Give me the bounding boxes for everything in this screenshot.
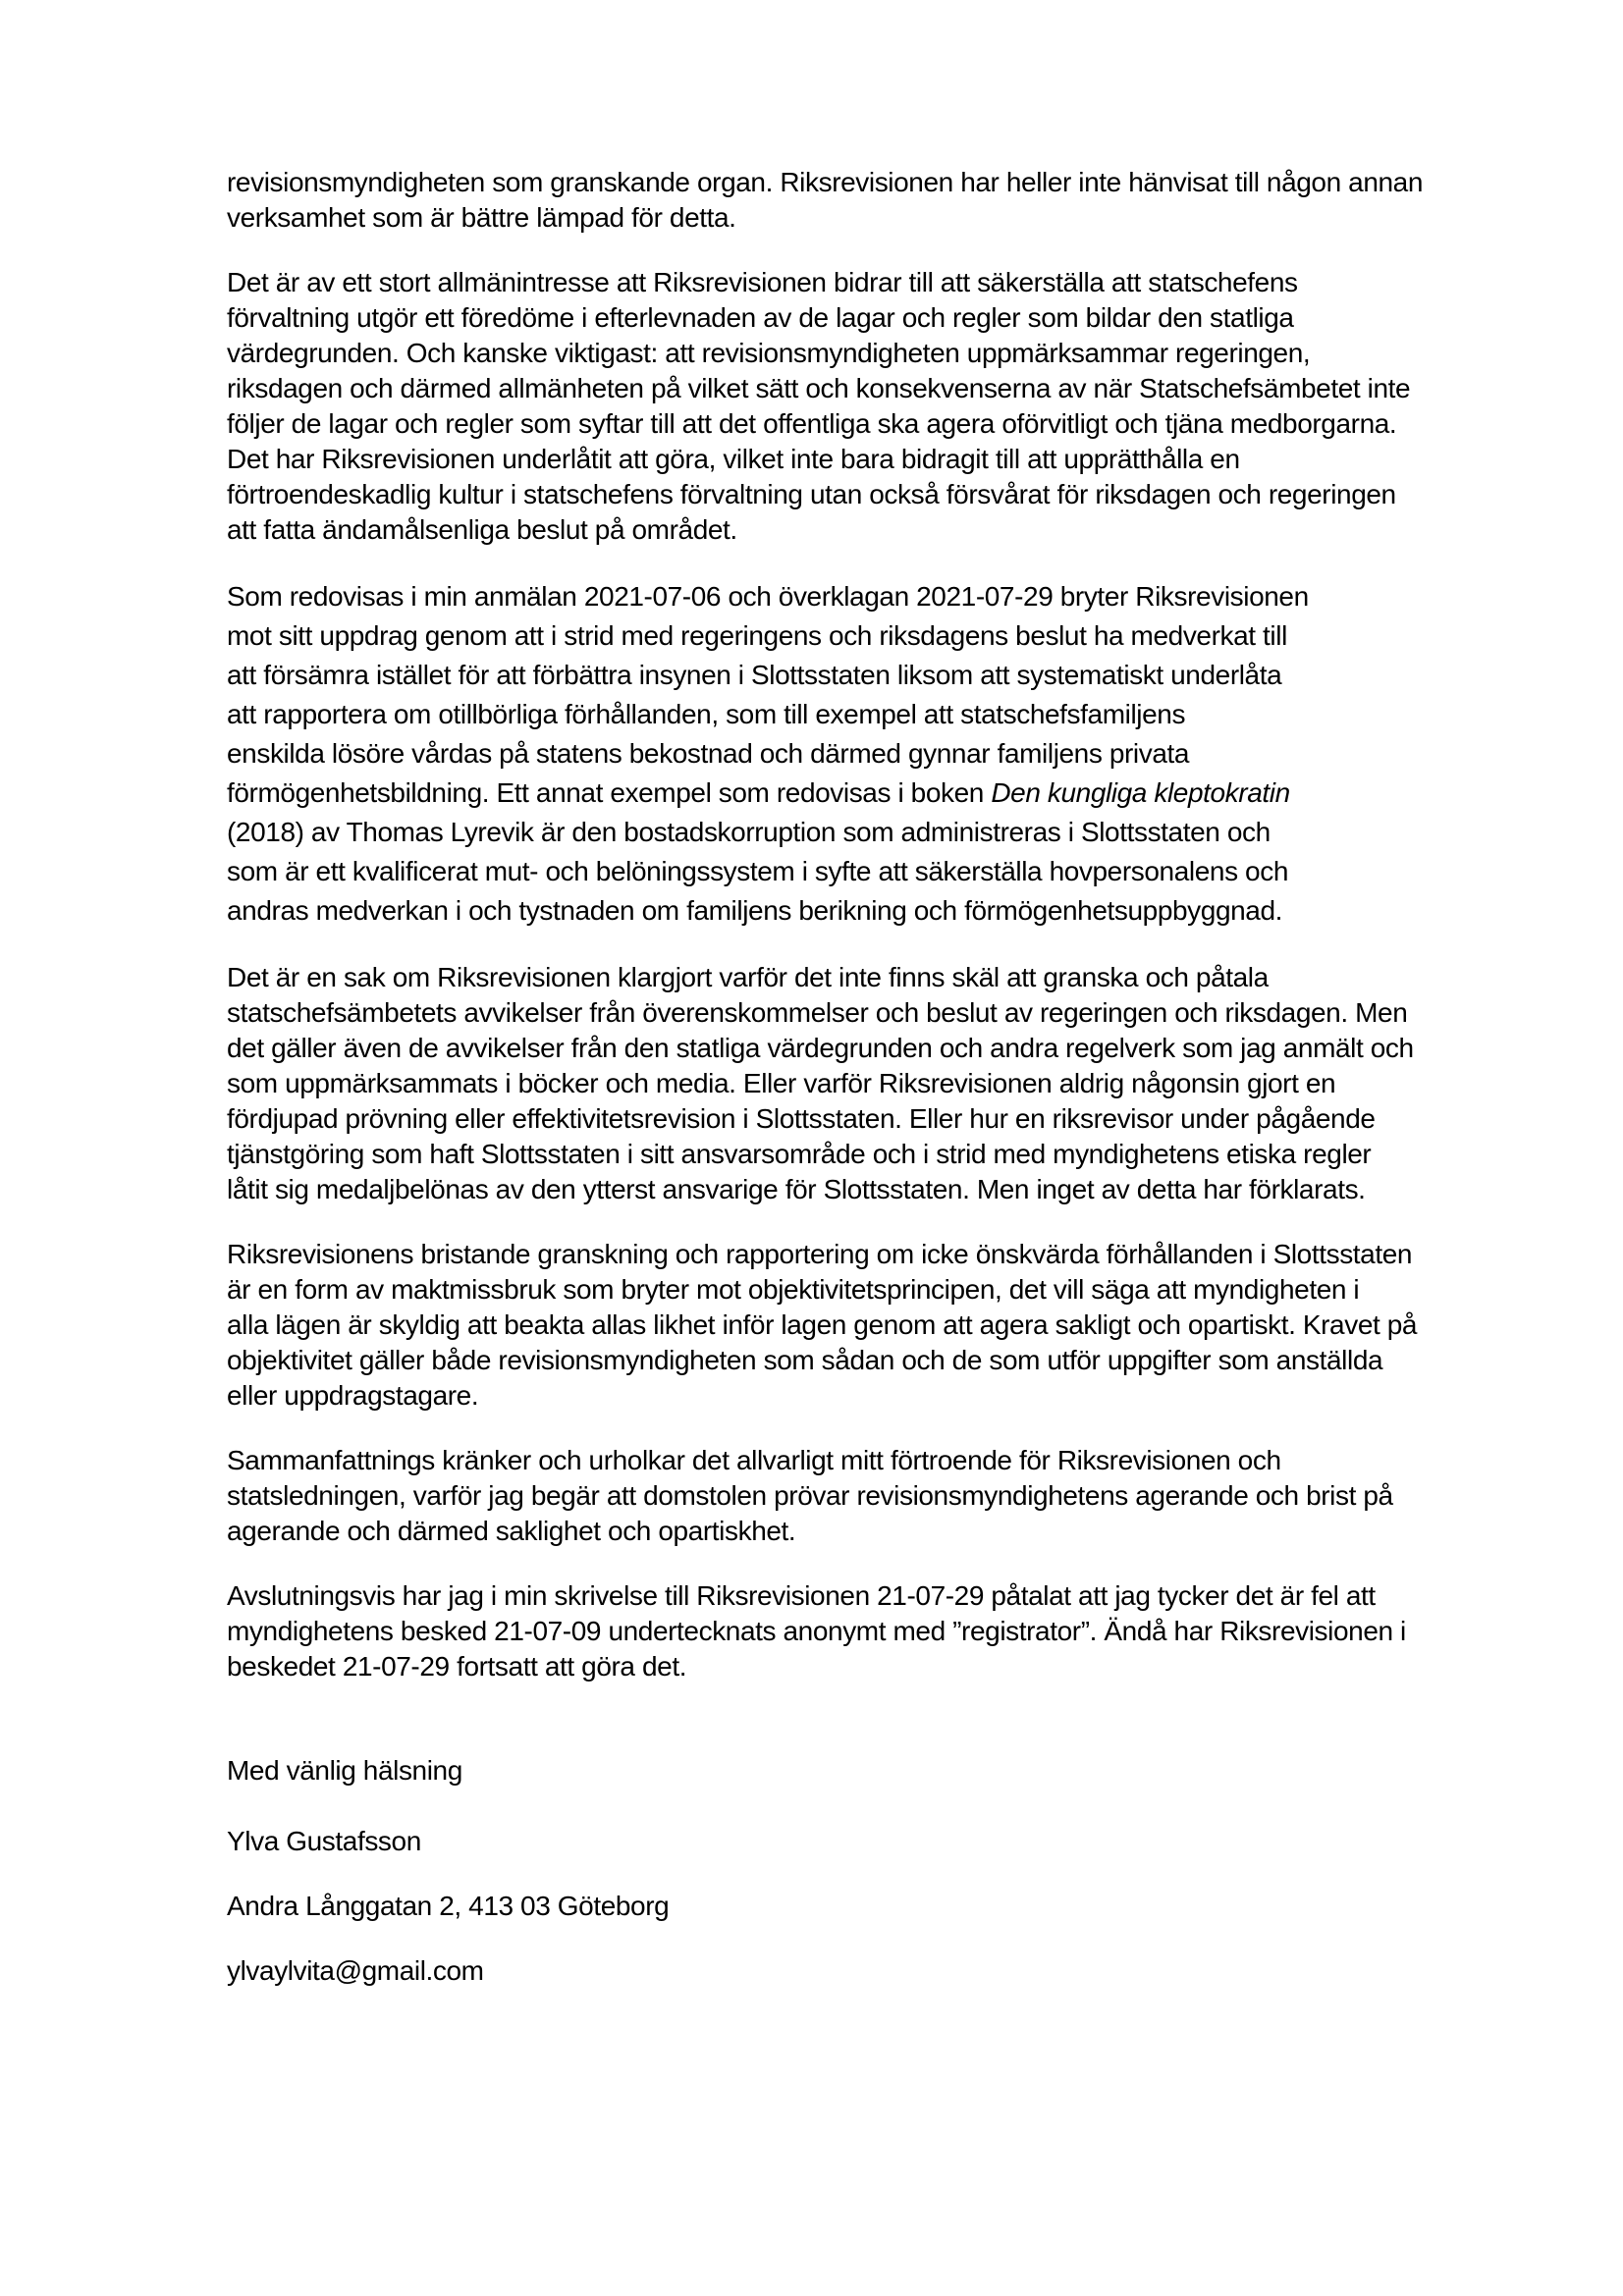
paragraph: Sammanfattnings kränker och urholkar det allvarligt mitt förtroende för Riksrevisionen och statsledningen, varför jag begär att domstolen prövar revisionsmyndighetens agerande och brist på agerande och därmed saklighet och opartiskhet. xyxy=(227,1445,1393,1546)
letter-paragraphs xyxy=(227,165,1493,1684)
paragraph: Riksrevisionens bristande granskning och rapportering om icke önskvärda förhållanden i Slottsstaten är en form av maktmissbruk som bryter mot objektivitetsprincipen, det vill säga att myndigheten i alla lägen är skyldig att beakta allas likhet inför lagen genom att agera sakligt och opartiskt. Kravet på objektivitet gäller både revisionsmyndigheten som sådan och de som utför uppgifter som anställda eller uppdragstagare. xyxy=(227,1239,1418,1411)
signature-email: ylvaylvita@gmail.com xyxy=(227,1955,484,1986)
paragraph: Som redovisas i min anmälan 2021-07-06 och överklagan 2021-07-29 bryter Riksrevisionen mot sitt uppdrag genom att i strid med regeringens och riksdagens beslut ha medverkat till att försämra istället för att förbättra insynen i Slottsstaten liksom att systematiskt underlåta att rapportera om otillbörliga förhållanden, som till exempel att statschefsfamiljens enskilda lösöre vårdas på statens bekostnad och därmed gynnar familjens privata förmögenhetsbildning. Ett annat exempel som redovisas i boken Den kungliga kleptokratin (2018) av Thomas Lyrevik är den bostadskorruption som administreras i Slottsstaten och som är ett kvalificerat mut- och belöningssystem i syfte att säkerställa hovpersonalens och andras medverkan i och tystnaden om familjens berikning och förmögenhetsuppbyggnad. xyxy=(227,581,1309,926)
paragraph: Det är en sak om Riksrevisionen klargjort varför det inte finns skäl att granska och påtala statschefsämbetets avvikelser från överenskommelser och beslut av regeringen och riksdagen. Men det gäller även de avvikelser från den statliga värdegrunden och andra regelverk som jag anmält och som uppmärksammats i böcker och media. Eller varför Riksrevisionen aldrig någonsin gjort en fördjupad prövning eller effektivitetsrevision i Slottsstaten. Eller hur en riksrevisor under pågående tjänstgöring som haft Slottsstaten i sitt ansvarsområde och i strid med myndighetens etiska regler låtit sig medaljbelönas av den ytterst ansvarige för Slottsstaten. Men inget av detta har förklarats. xyxy=(227,962,1414,1204)
paragraph: Avslutningsvis har jag i min skrivelse till Riksrevisionen 21-07-29 påtalat att jag tycker det är fel att myndighetens besked 21-07-09 undertecknats anonymt med ”registrator”. Ändå har Riksrevisionen i beskedet 21-07-29 fortsatt att göra det. xyxy=(227,1580,1406,1682)
paragraph: Det är av ett stort allmänintresse att Riksrevisionen bidrar till att säkerställa att statschefens förvaltning utgör ett föredöme i efterlevnaden av de lagar och regler som bildar den statliga värdegrunden. Och kanske viktigast: att revisionsmyndigheten uppmärksammar regeringen, riksdagen och därmed allmänheten på vilket sätt och konsekvenserna av när Statschefsämbetet inte följer de lagar och regler som syftar till att det offentliga ska agera oförvitligt och tjäna medborgarna. Det har Riksrevisionen underlåtit att göra, vilket inte bara bidragit till att upprätthålla en förtroendeskadlig kultur i statschefens förvaltning utan också försvårat för riksdagen och regeringen att fatta ändamålsenliga beslut på området. xyxy=(227,267,1411,545)
signature-address: Andra Långgatan 2, 413 03 Göteborg xyxy=(227,1891,670,1921)
letter-body xyxy=(227,165,1493,2018)
signature-name: Ylva Gustafsson xyxy=(227,1826,421,1856)
paragraph: revisionsmyndigheten som granskande organ. Riksrevisionen har heller inte hänvisat till någon annan verksamhet som är bättre lämpad för detta. xyxy=(227,167,1424,233)
closing-salutation: Med vänlig hälsning xyxy=(227,1755,462,1786)
